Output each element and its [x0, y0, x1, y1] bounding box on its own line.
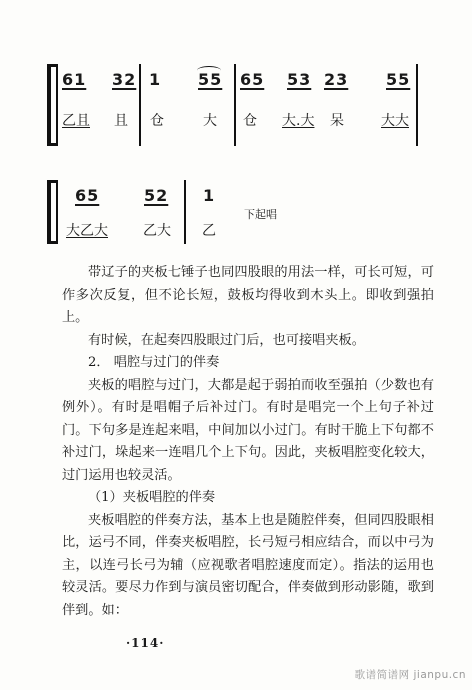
paragraph: 带辽子的夹板七锤子也同四股眼的用法一样，可长可短，可作多次反复，但不论长短，鼓板均得收到木头上。即收到强拍上。 — [62, 265, 434, 325]
notation-bar-4: 55 — [198, 70, 223, 89]
percussion-cell: 大.大 — [282, 113, 315, 129]
percussion-cell: 仓 — [150, 113, 164, 129]
notation-system-1 — [0, 64, 472, 146]
percussion-cell: 仓 — [243, 113, 257, 129]
notation-bar-2: 32 — [112, 70, 137, 89]
percussion-cell: 乙大 — [143, 223, 171, 239]
paragraph: 夹板的唱腔与过门，大都是起于弱拍而收至强拍（少数也有例外）。有时是唱帽子后补过门。有时是唱完一个上句子补过门。下句多是连起来唱，中间加以小过门。有时干脆上下句都不补过门，垛起来一连唱几个上下句。因此，夹板唱腔变化较大，过门运用也较灵活。 — [62, 377, 434, 483]
notation-bar-2: 52 — [144, 186, 169, 205]
notation-bar-3: 1 — [149, 70, 162, 89]
system-inner-line — [56, 64, 58, 146]
notation-bar-7: 23 — [324, 70, 349, 89]
notation-bar-3: 1 — [203, 186, 216, 205]
notation-bar-1: 65 — [75, 186, 100, 205]
notation-bar-8: 55 — [386, 70, 411, 89]
barline-end — [416, 64, 418, 146]
barline — [234, 64, 236, 146]
paragraph: 有时候，在起奏四股眼过门后，也可接唱夹板。 — [88, 332, 365, 348]
watermark: 歌谱简谱网 jianpu.cn — [354, 669, 466, 681]
system-bracket — [47, 64, 51, 146]
system-inner-line — [56, 180, 58, 244]
percussion-cell: 乙且 — [62, 113, 90, 129]
barline — [184, 180, 186, 244]
paragraph: 夹板唱腔的伴奏方法，基本上也是随腔伴奏，但同四股眼相比，运弓不同，伴奏夹板唱腔，长弓短弓相应结合，而以中弓为主，以连弓长弓为辅（应视歌者唱腔速度而定）。指法的运用也较灵活。要尽力作到与演员密切配合，伴奏做到形动影随，歌到伴到。如： — [62, 512, 434, 618]
subsection-heading: （1）夹板唱腔的伴奏 — [88, 490, 216, 505]
notation-bar-1: 61 — [62, 70, 87, 89]
percussion-cell: 大乙大 — [66, 223, 108, 239]
percussion-cell: 大 — [203, 113, 217, 129]
notation-bar-5: 65 — [240, 70, 265, 89]
percussion-cell: 且 — [114, 113, 128, 129]
system-bracket — [47, 180, 51, 244]
entry-annotation: 下起唱 — [244, 208, 277, 221]
notation-system-2 — [0, 180, 472, 244]
notation-bar-6: 53 — [287, 70, 312, 89]
body-text — [62, 262, 434, 622]
percussion-cell: 呆 — [330, 113, 344, 129]
page-number: ·114· — [126, 636, 165, 650]
percussion-cell: 大大 — [381, 113, 409, 129]
section-heading: 2． 唱腔与过门的伴奏 — [88, 355, 220, 370]
percussion-cell: 乙 — [202, 223, 216, 239]
barline — [139, 64, 141, 146]
